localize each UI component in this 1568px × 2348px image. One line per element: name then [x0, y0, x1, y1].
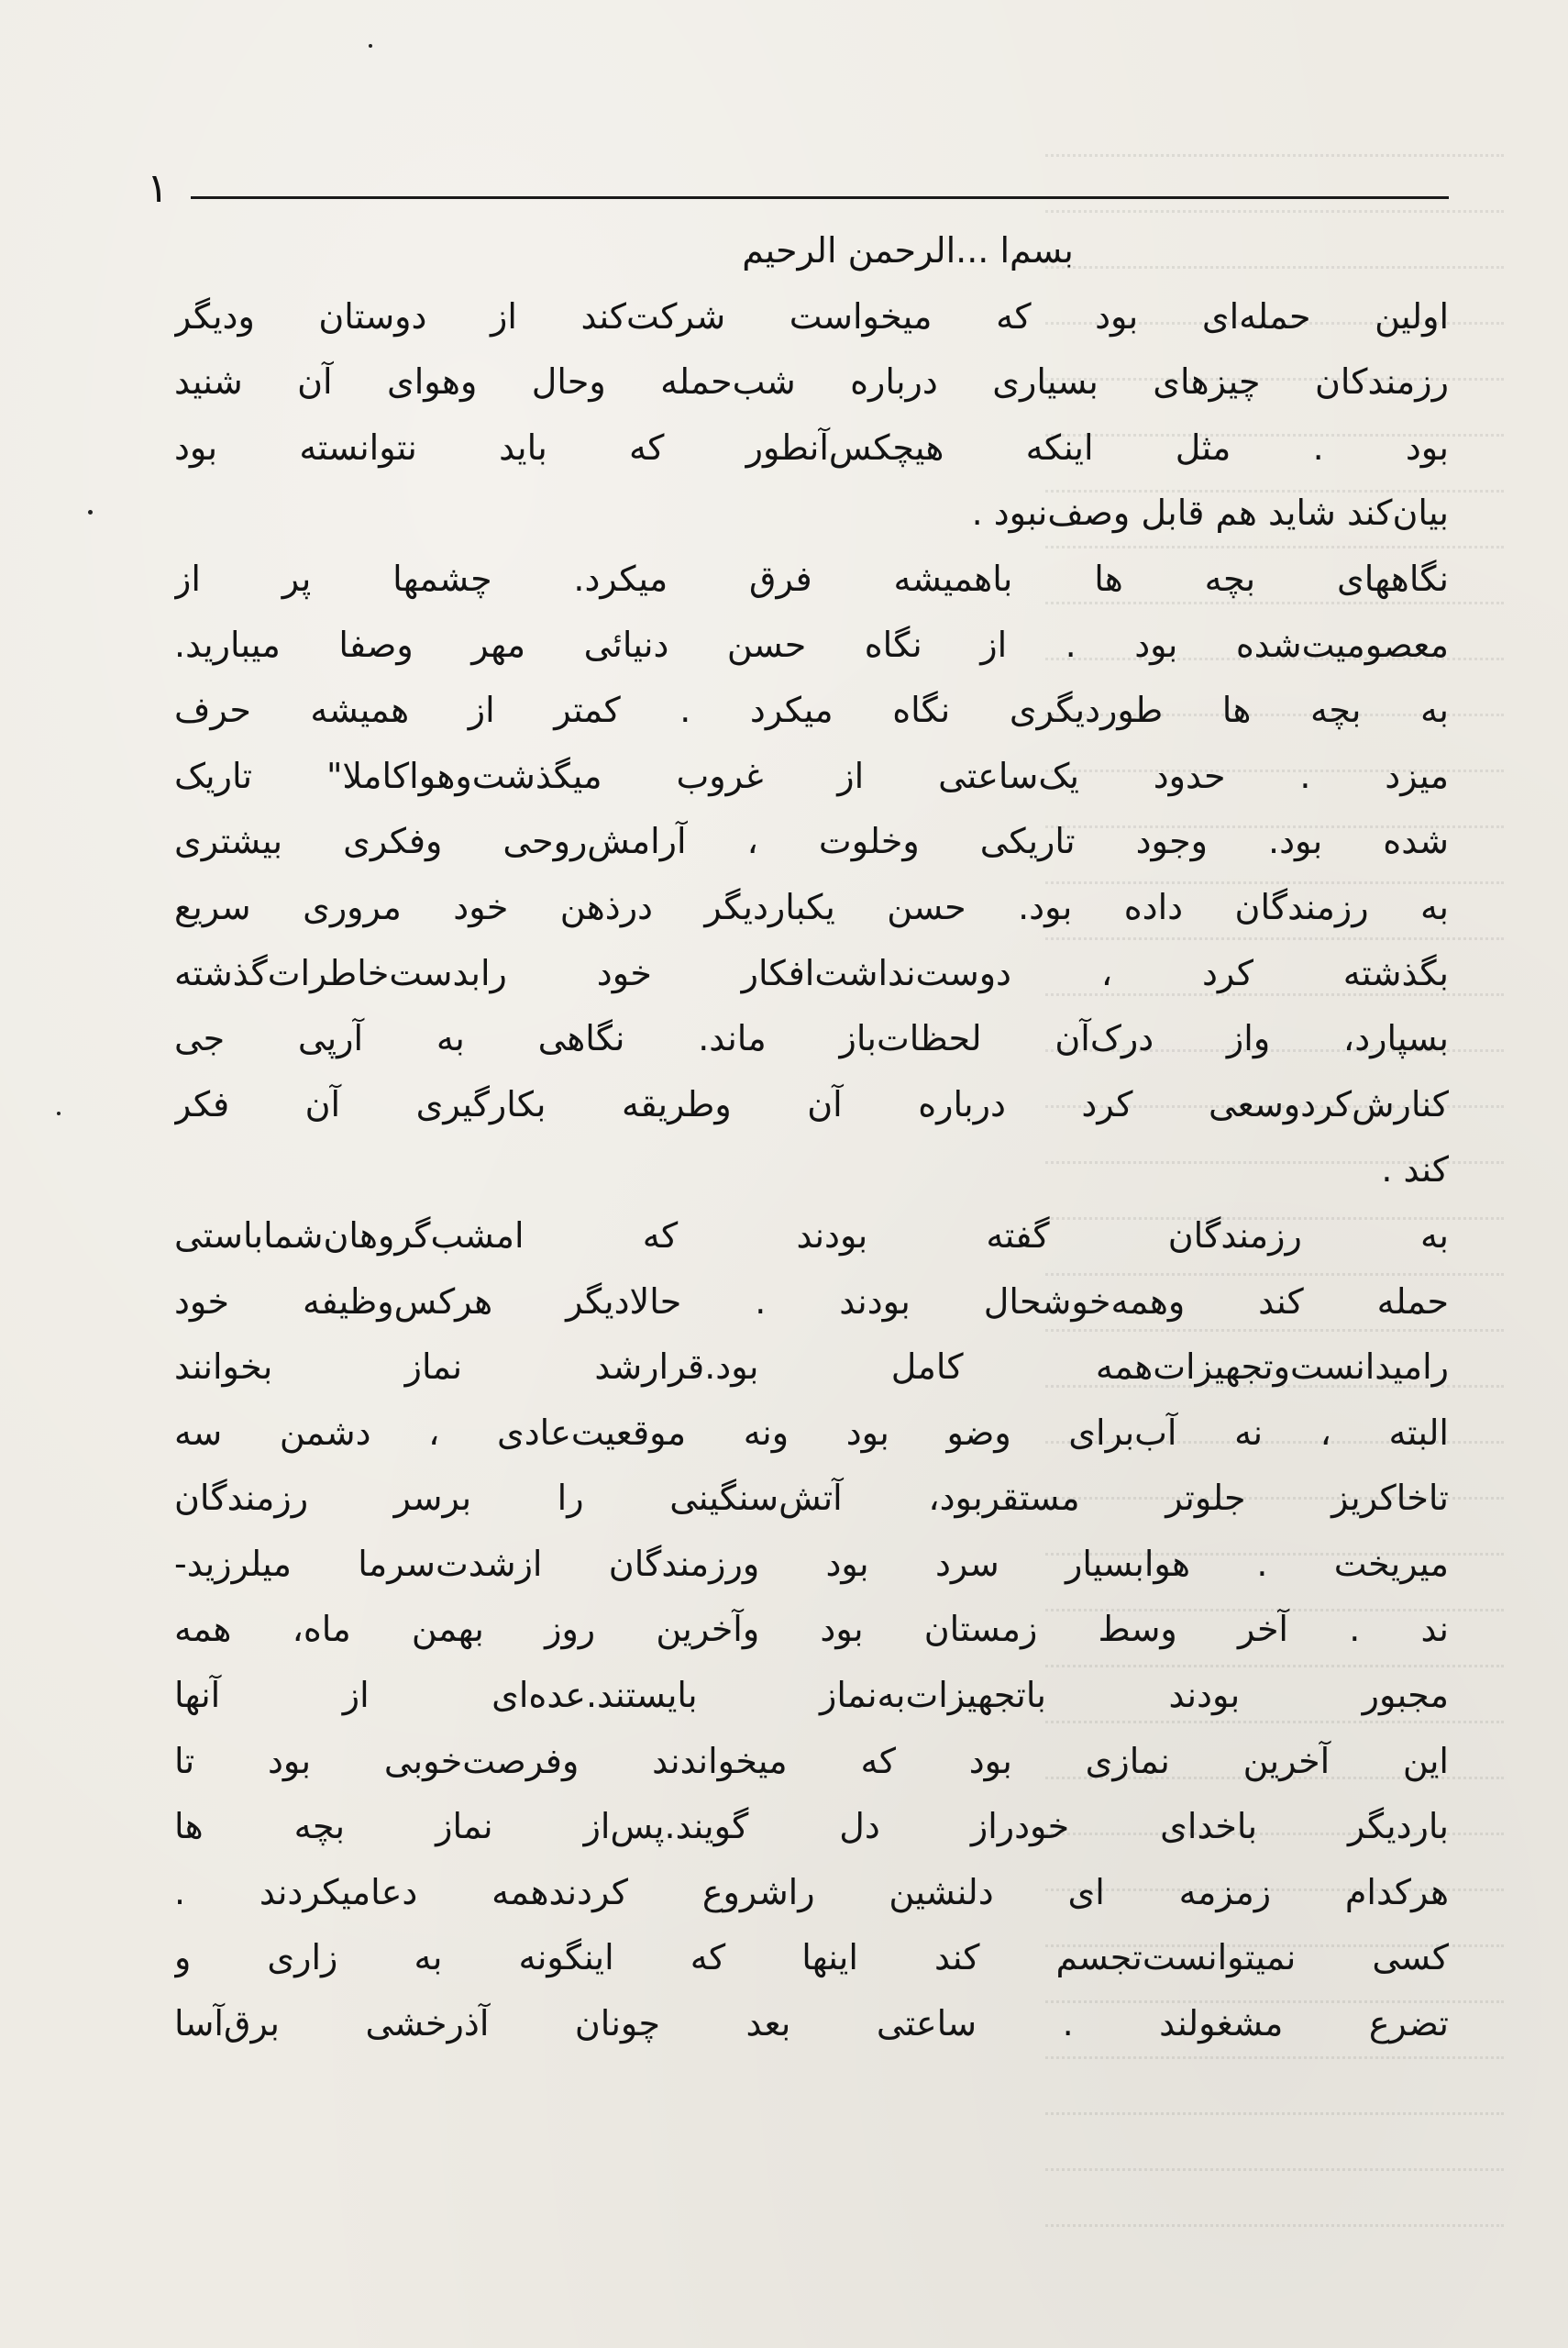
text-line: میریخت . هوابسیار سرد بود ورزمندگان ازشدت‌سرما میلرزید-: [174, 1543, 1449, 1584]
text-line: این آخرین نمازی بود که میخواندند وفرصت‌خوبی بود تا: [174, 1740, 1449, 1781]
text-line: هرکدام زمزمه ای دلنشین راشروع کردندهمه دعامیکردند .: [174, 1871, 1449, 1912]
bismillah-heading: بسم‌ا ...‌الرحمن الرحیم: [742, 230, 1074, 271]
text-line: نگاههای بچه ها باهمیشه فرق میکرد. چشمها پر از: [174, 558, 1449, 599]
text-line: باردیگر باخدای خودراز دل گویند.پس‌از نماز بچه ها: [174, 1806, 1449, 1847]
text-line: بیان‌کند شاید هم قابل وصف‌نبود .: [971, 493, 1449, 534]
text-line: به رزمندگان داده بود. حسن یکباردیگر درذهن خود مروری سریع: [174, 886, 1449, 927]
text-line: بود . مثل اینکه هیچکس‌آنطور که باید نتوانسته بود: [174, 426, 1449, 468]
text-line: بگذشته کرد ، دوست‌نداشت‌افکار خود رابدست‌خاطرات‌گذشته: [174, 952, 1449, 993]
page-number: ۱: [147, 165, 169, 212]
page-header: [147, 161, 1449, 216]
body-text: [174, 218, 1449, 2057]
text-line: کسی نمیتوانست‌تجسم کند اینها که اینگونه به زاری و: [174, 1937, 1449, 1978]
text-line: مجبور بودند باتجهیزات‌به‌نماز بایستند.عده‌ای از آنها: [174, 1675, 1449, 1716]
text-line: تضرع مشغولند . ساعتی بعد چونان آذرخشی برق‌آسا: [174, 2003, 1449, 2044]
text-line: اولین حمله‌ای بود که میخواست شرکت‌کند از دوستان ودیگر: [174, 295, 1449, 337]
text-line: کنارش‌کردوسعی کرد درباره آن وطریقه بکارگیری آن فکر: [174, 1083, 1449, 1124]
text-line: ند . آخر وسط زمستان بود وآخرین روز بهمن ماه، همه: [174, 1609, 1449, 1650]
text-line: شده بود. وجود تاریکی وخلوت ، آرامش‌روحی وفکری بیشتری: [174, 821, 1449, 862]
header-rule: [191, 196, 1449, 199]
text-line: میزد . حدود یک‌ساعتی از غروب میگذشت‌وهواکاملا" تاریک: [174, 755, 1449, 796]
text-line: حمله کند وهمه‌خوشحال بودند . حالادیگر هرکس‌وظیفه خود: [174, 1280, 1449, 1322]
text-line: رامیدانست‌وتجهیزات‌همه کامل بود.قرارشد نماز بخوانند: [174, 1346, 1449, 1388]
text-line: به بچه ها طوردیگری نگاه میکرد . کمتر از همیشه حرف: [174, 690, 1449, 731]
text-line: معصومیت‌شده بود . از نگاه حسن دنیائی مهر وصفا میبارید.: [174, 624, 1449, 665]
text-line: رزمندکان چیزهای بسیاری درباره شب‌حمله وحال وهوای آن شنید: [174, 361, 1449, 403]
scan-speck: [57, 1112, 61, 1115]
scan-speck: [88, 510, 93, 515]
text-line: کند .: [1381, 1149, 1449, 1191]
text-line: بسپارد، واز درک‌آن لحظات‌باز ماند. نگاهی به آرپی جی: [174, 1018, 1449, 1059]
scan-speck: [369, 44, 372, 48]
text-line: تاخاکریز جلوتر مستقربود، آتش‌سنگینی را برسر رزمندگان: [174, 1478, 1449, 1519]
text-line: البته ، نه آب‌برای وضو بود ونه موقعیت‌عادی ، دشمن سه: [174, 1412, 1449, 1453]
text-line: به رزمندگان گفته بودند که امشب‌گروهان‌شماباستی: [174, 1214, 1449, 1256]
